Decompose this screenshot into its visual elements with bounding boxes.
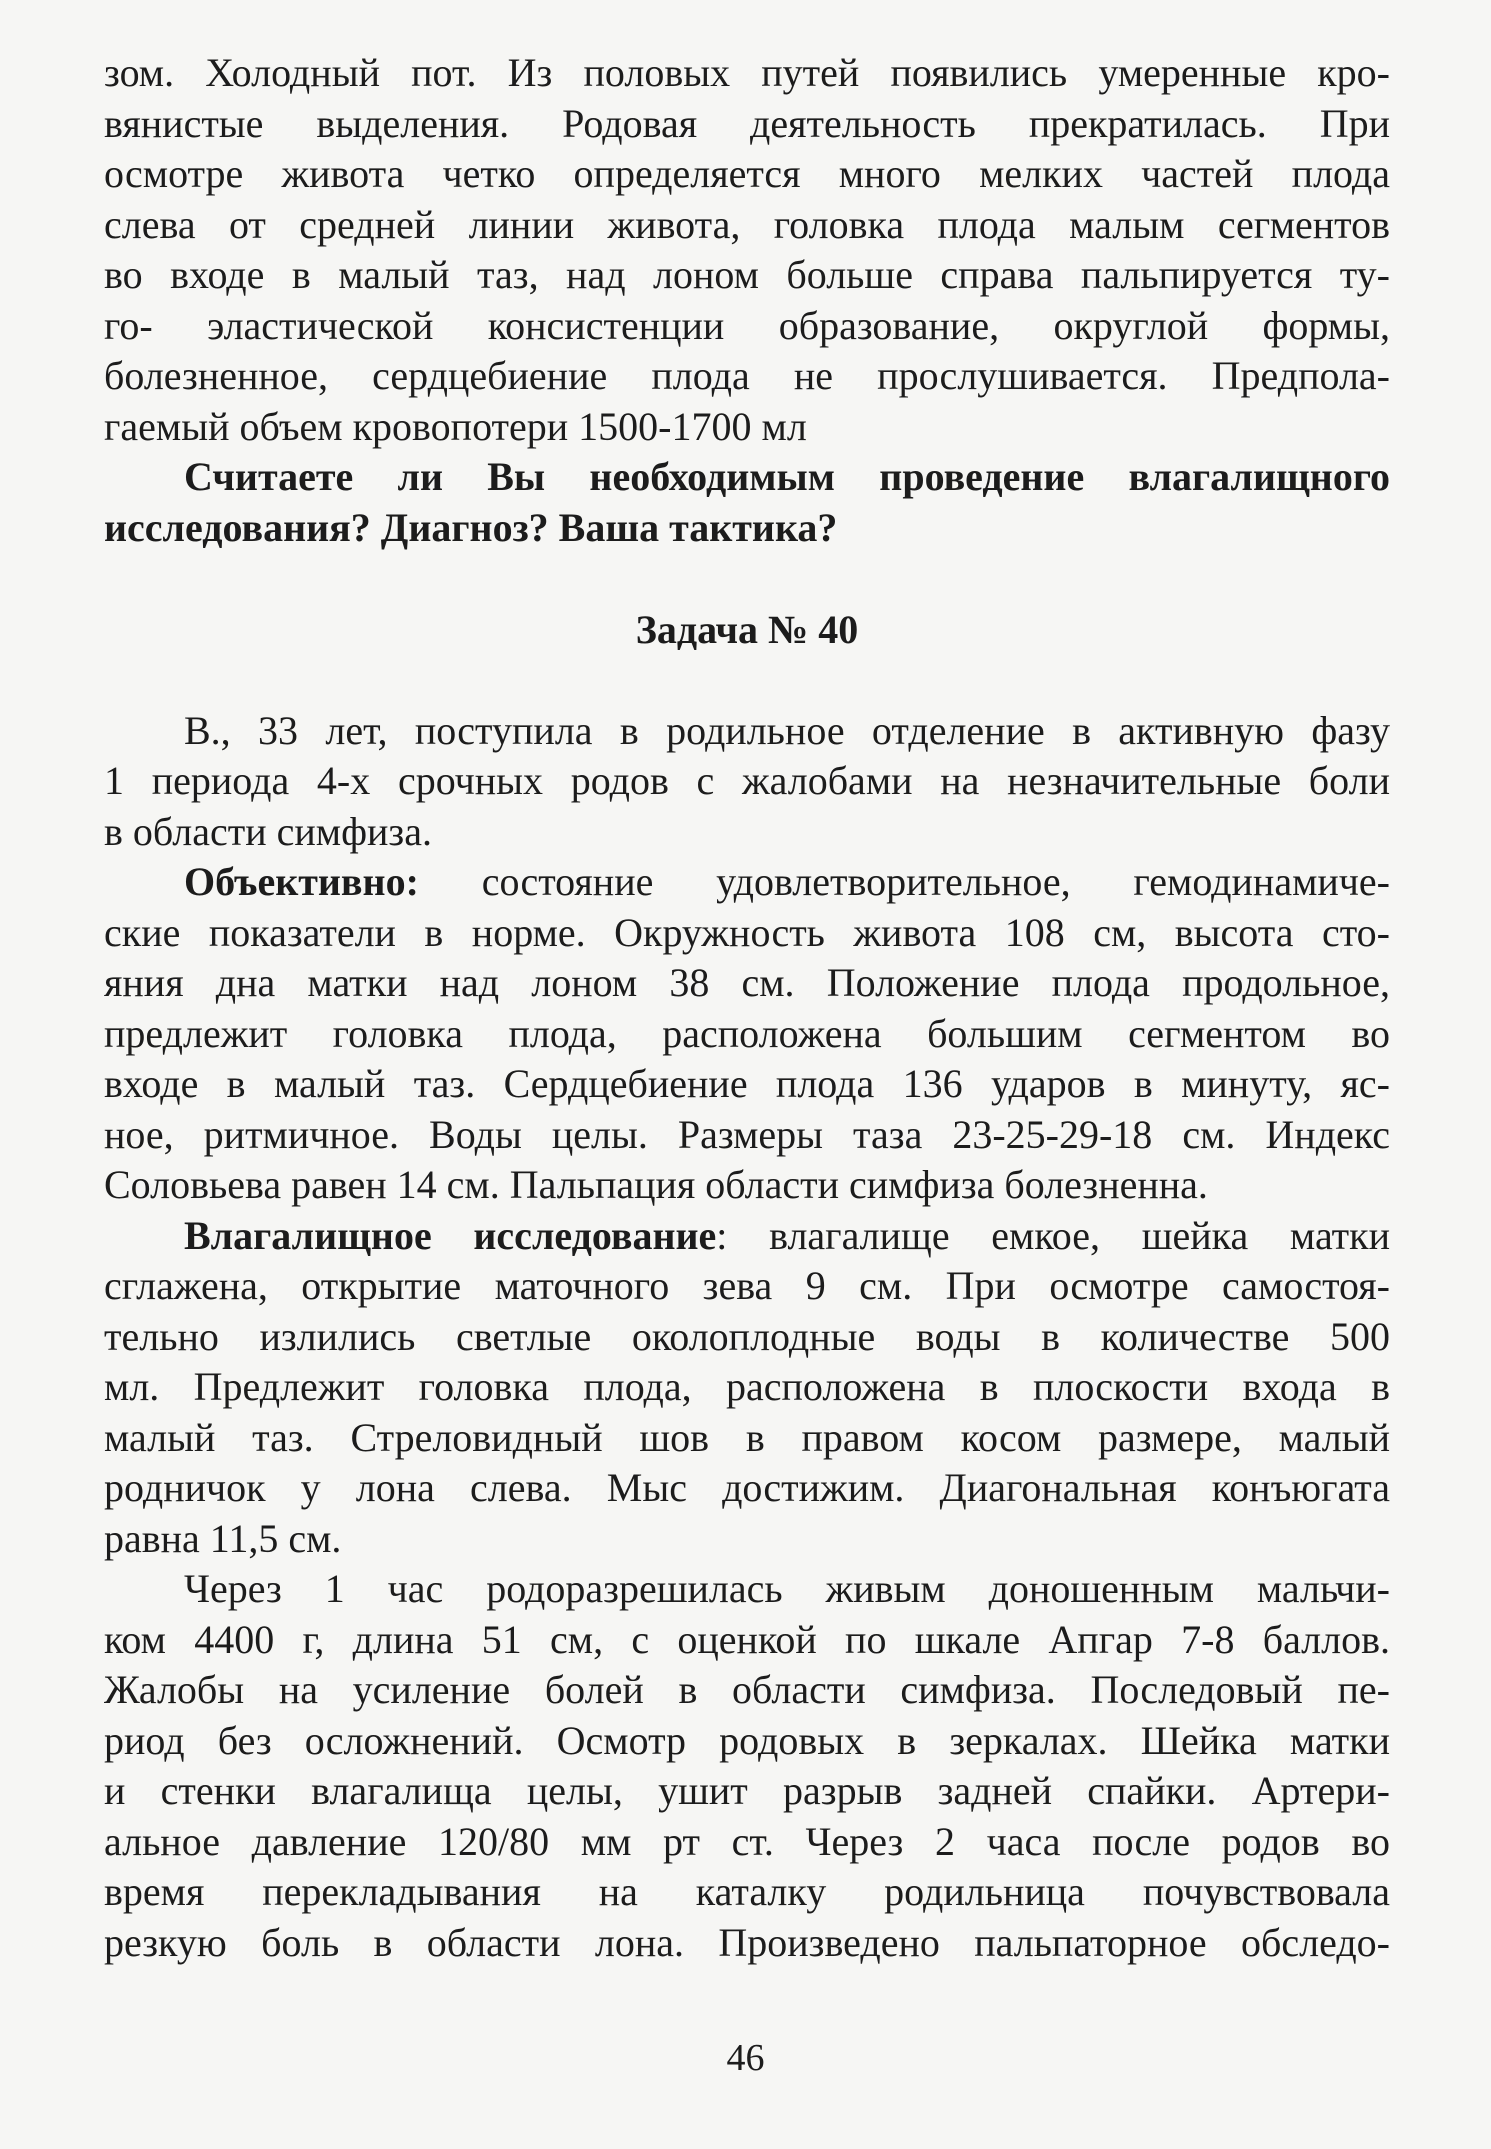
text-line: риод без осложнений. Осмотр родовых в зеркалах. Шейка матки	[104, 1717, 1390, 1763]
text-line	[104, 857, 1390, 908]
text-fragment: : влагалище емкое, шейка матки	[716, 1212, 1390, 1258]
text-line: Соловьева равен 14 см. Пальпация области симфиза болезненна.	[104, 1162, 1208, 1207]
text-line: во входе в малый таз, над лоном больше справа пальпируется ту-	[104, 252, 1390, 297]
document-page	[104, 48, 1390, 1968]
text-line: мл. Предлежит головка плода, расположена в плоскости входа в	[104, 1364, 1390, 1409]
text-line: тельно излились светлые околоплодные воды в количестве 500	[104, 1313, 1390, 1359]
spacer	[104, 553, 1390, 605]
text-line: В., 33 лет, поступила в родильное отделение в активную фазу	[184, 707, 1390, 753]
text-line: равна 11,5 см.	[104, 1515, 342, 1561]
question-paragraph	[104, 452, 1390, 553]
page-number: 46	[726, 2037, 765, 2079]
text-line: гаемый объем кровопотери 1500-1700 мл	[104, 403, 807, 449]
objective-label: Объективно:	[184, 859, 419, 904]
task-heading: Задача № 40	[635, 607, 859, 652]
text-line: альное давление 120/80 мм рт ст. Через 2 часа после родов во	[104, 1818, 1390, 1864]
question-line: исследования? Диагноз? Ваша тактика?	[104, 504, 838, 550]
vaginal-exam-paragraph	[104, 1211, 1390, 1565]
text-line: слева от средней линии живота, головка плода малым сегментов	[104, 201, 1390, 247]
text-line: ские показатели в норме. Окружность живота 108 см, высота сто-	[104, 909, 1390, 955]
text-line: болезненное, сердцебиение плода не прослушивается. Предпола-	[104, 353, 1390, 398]
text-line: входе в малый таз. Сердцебиение плода 136 ударов в минуту, яс-	[104, 1061, 1390, 1106]
text-line: родничок у лона слева. Мыс достижим. Диагональная конъюгата	[104, 1465, 1390, 1510]
text-fragment: состояние удовлетворительное, гемодинамиче-	[481, 859, 1391, 904]
text-line: предлежит головка плода, расположена большим сегментом во	[104, 1010, 1390, 1056]
text-line: Через 1 час родоразрешилась живым доношенным мальчи-	[184, 1566, 1390, 1611]
text-line: Жалобы на усиление болей в области симфиза. Последовый пе-	[104, 1667, 1390, 1712]
patient-intro-paragraph	[104, 706, 1390, 858]
text-line	[104, 1211, 1390, 1262]
text-line: сглажена, открытие маточного зева 9 см. При осмотре самостоя-	[104, 1263, 1390, 1308]
text-line: резкую боль в области лона. Произведено пальпаторное обследо-	[104, 1919, 1390, 1965]
text-line: ком 4400 г, длина 51 см, с оценкой по шкале Апгар 7-8 баллов.	[104, 1616, 1390, 1662]
delivery-paragraph	[104, 1564, 1390, 1968]
text-line: время перекладывания на каталку родильница почувствовала	[104, 1869, 1390, 1914]
objective-paragraph	[104, 857, 1390, 1211]
question-line: Считаете ли Вы необходимым проведение влагалищного	[184, 454, 1390, 499]
text-line: осмотре живота четко определяется много мелких частей плода	[104, 151, 1390, 196]
spacer	[104, 656, 1390, 706]
text-line: зом. Холодный пот. Из половых путей появились умеренные кро-	[104, 50, 1390, 95]
text-line: и стенки влагалища целы, ушит разрыв задней спайки. Артери-	[104, 1768, 1390, 1813]
text-line: го- эластической консистенции образование, округлой формы,	[104, 302, 1390, 348]
vaginal-exam-label: Влагалищное исследование	[184, 1212, 717, 1258]
intro-paragraph	[104, 48, 1390, 452]
text-line: малый таз. Стреловидный шов в правом косом размере, малый	[104, 1414, 1390, 1460]
text-line: в области симфиза.	[104, 808, 432, 854]
text-line: 1 периода 4-х срочных родов с жалобами на незначительные боли	[104, 758, 1390, 803]
text-line: яния дна матки над лоном 38 см. Положение плода продольное,	[104, 960, 1390, 1005]
text-line: ное, ритмичное. Воды целы. Размеры таза 23-25-29-18 см. Индекс	[104, 1111, 1390, 1157]
text-line: вянистые выделения. Родовая деятельность прекратилась. При	[104, 100, 1390, 146]
